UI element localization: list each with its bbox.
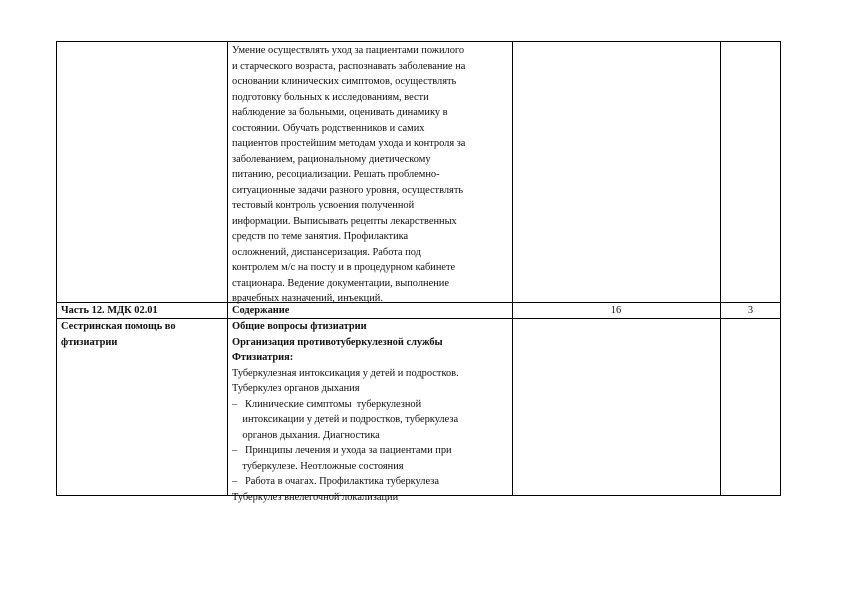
row1-description [232,43,465,307]
hours-value: 16 [610,305,622,316]
description-line: состоянии. Обучать родственников и самих [232,122,425,134]
description-line: подготовку больных к исследованиям, вести [232,91,429,103]
description-line: стационара. Ведение документации, выполнение [232,277,449,289]
description-line: питанию, ресоциализации. Решать проблемно- [232,169,440,180]
topic-line: Организация противотуберкулезной службы [232,336,443,348]
topic-line: – Работа в очагах. Профилактика туберкулеза [232,476,439,487]
column-divider [227,42,228,495]
level-value: 3 [747,305,754,316]
subtitle-line: Сестринская помощь во [61,321,176,332]
description-line: информации. Выписывать рецепты лекарственных [232,215,457,227]
topic-line: туберкулезе. Неотложные состояния [232,460,404,472]
topics-list [232,319,459,505]
column-divider [720,42,721,495]
subtitle-line: фтизиатрии [61,336,118,348]
description-line: Умение осуществлять уход за пациентами пожилого [232,45,465,56]
topic-line: Туберкулез органов дыхания [232,383,360,394]
description-line: ситуационные задачи разного уровня, осуществлять [232,184,464,196]
curriculum-table [56,41,781,503]
topic-line: Туберкулез внелегочной локализации [232,491,399,503]
description-line: наблюдение за больными, оценивать динамику в [232,107,448,118]
description-line: контролем м/с на посту и в процедурном кабинете [232,262,456,273]
description-line: средств по теме занятия. Профилактика [232,231,409,242]
topic-line: Туберкулезная интоксикация у детей и подростков. [232,367,459,379]
content-label: Содержание [232,305,290,316]
column-divider [512,42,513,495]
topic-line: Фтизиатрия: [232,352,294,363]
topic-line: – Принципы лечения и ухода за пациентами при [232,445,452,456]
topic-line: – Клинические симптомы туберкулезной [232,398,422,410]
topic-line: органов дыхания. Диагностика [232,429,380,441]
description-line: осложнений, диспансеризация. Работа под [232,246,421,258]
description-line: основании клинических симптомов, осуществлять [232,76,457,87]
topic-line: Общие вопросы фтизиатрии [232,321,367,332]
section-subtitle [61,319,176,350]
topic-line: интоксикации у детей и подростков, туберкулеза [232,414,459,425]
description-line: заболеванием, рациональному диетическому [232,153,431,165]
description-line: тестовый контроль усвоения полученной [232,200,415,211]
description-line: и старческого возраста, распознавать заболевание на [232,60,466,72]
description-line: пациентов простейшим методам ухода и контроля за [232,138,466,149]
description-line: врачебных назначений, инъекций. [232,293,383,304]
section-title: Часть 12. МДК 02.01 [61,305,158,316]
